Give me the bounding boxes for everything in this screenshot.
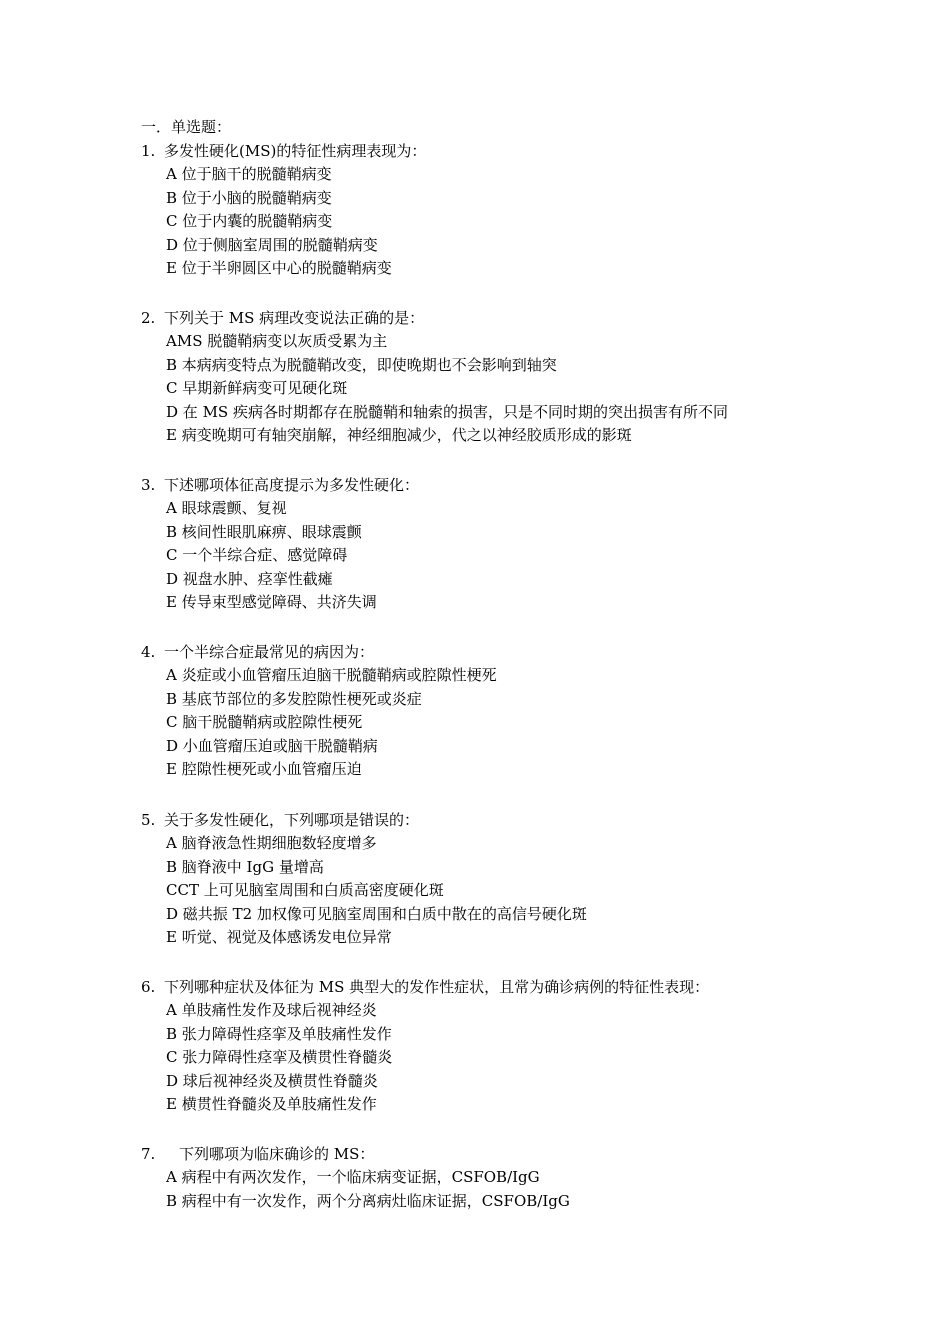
option-c: C 早期新鲜病变可见硬化斑 — [166, 379, 348, 398]
option-d: D 磁共振 T2 加权像可见脑室周围和白质中散在的高信号硬化斑 — [166, 904, 587, 923]
option-a: A 脑脊液急性期细胞数轻度增多 — [166, 834, 377, 852]
question-stem — [141, 1142, 821, 1166]
option-c: C 张力障碍性痉挛及横贯性脊髓炎 — [166, 1048, 393, 1067]
question-text: 关于多发性硬化，下列哪项是错误的： — [164, 811, 420, 829]
question-number: 6. — [141, 978, 156, 996]
question-text: 多发性硬化(MS)的特征性病理表现为： — [164, 142, 427, 160]
option-e: E 传导束型感觉障碍、共济失调 — [166, 593, 377, 612]
option-d: D 球后视神经炎及横贯性脊髓炎 — [166, 1071, 378, 1090]
option-c: C 脑干脱髓鞘病或腔隙性梗死 — [166, 713, 363, 732]
question-text: 下列关于 MS 病理改变说法正确的是： — [164, 309, 425, 327]
option-b: B 张力障碍性痉挛及单肢痛性发作 — [166, 1024, 392, 1043]
question-4 — [141, 640, 821, 782]
option-b: B 基底节部位的多发腔隙性梗死或炎症 — [166, 689, 422, 708]
option-b: B 病程中有一次发作，两个分离病灶临床证据，CSFOB/IgG — [166, 1191, 570, 1210]
option-b: B 位于小脑的脱髓鞘病变 — [166, 188, 332, 207]
question-5 — [141, 808, 821, 950]
option-c: C 一个半综合症、感觉障碍 — [166, 546, 348, 565]
question-stem — [141, 975, 821, 999]
question-stem — [141, 640, 821, 664]
option-e: E 听觉、视觉及体感诱发电位异常 — [166, 928, 392, 947]
question-text: 下列哪项为临床确诊的 MS： — [179, 1145, 375, 1163]
question-text: 下述哪项体征高度提示为多发性硬化： — [164, 476, 420, 494]
question-number: 2. — [141, 309, 156, 327]
option-e: E 病变晚期可有轴突崩解，神经细胞减少，代之以神经胶质形成的影斑 — [166, 426, 632, 445]
question-stem — [141, 808, 821, 832]
option-b: B 脑脊液中 IgG 量增高 — [166, 857, 324, 876]
option-c: C 位于内囊的脱髓鞘病变 — [166, 212, 333, 231]
option-a: A 位于脑干的脱髓鞘病变 — [166, 165, 332, 183]
question-number: 1. — [141, 142, 156, 160]
question-2 — [141, 306, 821, 448]
question-number: 4. — [141, 643, 156, 661]
question-stem — [141, 139, 821, 163]
option-d: D 在 MS 疾病各时期都存在脱髓鞘和轴索的损害，只是不同时期的突出损害有所不同 — [166, 402, 728, 421]
question-number: 7. — [141, 1145, 156, 1163]
question-1 — [141, 139, 821, 281]
question-stem — [141, 306, 821, 330]
option-d: D 位于侧脑室周围的脱髓鞘病变 — [166, 235, 378, 254]
option-a: AMS 脱髓鞘病变以灰质受累为主 — [166, 332, 388, 350]
question-number: 3. — [141, 476, 156, 494]
option-a: A 炎症或小血管瘤压迫脑干脱髓鞘病或腔隙性梗死 — [166, 666, 497, 684]
section-title: 一．单选题： — [141, 118, 232, 136]
option-a: A 病程中有两次发作，一个临床病变证据，CSFOB/IgG — [166, 1168, 540, 1186]
option-a: A 眼球震颤、复视 — [166, 499, 287, 517]
question-number: 5. — [141, 811, 156, 829]
question-7 — [141, 1142, 821, 1213]
option-a: A 单肢痛性发作及球后视神经炎 — [166, 1001, 377, 1019]
question-3 — [141, 473, 821, 615]
option-b: B 核间性眼肌麻痹、眼球震颤 — [166, 522, 362, 541]
option-d: D 视盘水肿、痉挛性截瘫 — [166, 569, 333, 588]
question-6 — [141, 975, 821, 1117]
question-text: 下列哪种症状及体征为 MS 典型大的发作性症状，且常为确诊病例的特征性表现： — [164, 978, 710, 996]
option-e: E 位于半卵圆区中心的脱髓鞘病变 — [166, 259, 392, 278]
option-d: D 小血管瘤压迫或脑干脱髓鞘病 — [166, 736, 378, 755]
option-e: E 横贯性脊髓炎及单肢痛性发作 — [166, 1095, 377, 1114]
option-e: E 腔隙性梗死或小血管瘤压迫 — [166, 760, 362, 779]
question-text: 一个半综合症最常见的病因为： — [164, 643, 375, 661]
option-b: B 本病病变特点为脱髓鞘改变，即使晚期也不会影响到轴突 — [166, 355, 557, 374]
option-c: CCT 上可见脑室周围和白质高密度硬化斑 — [166, 881, 444, 900]
question-stem — [141, 473, 821, 497]
